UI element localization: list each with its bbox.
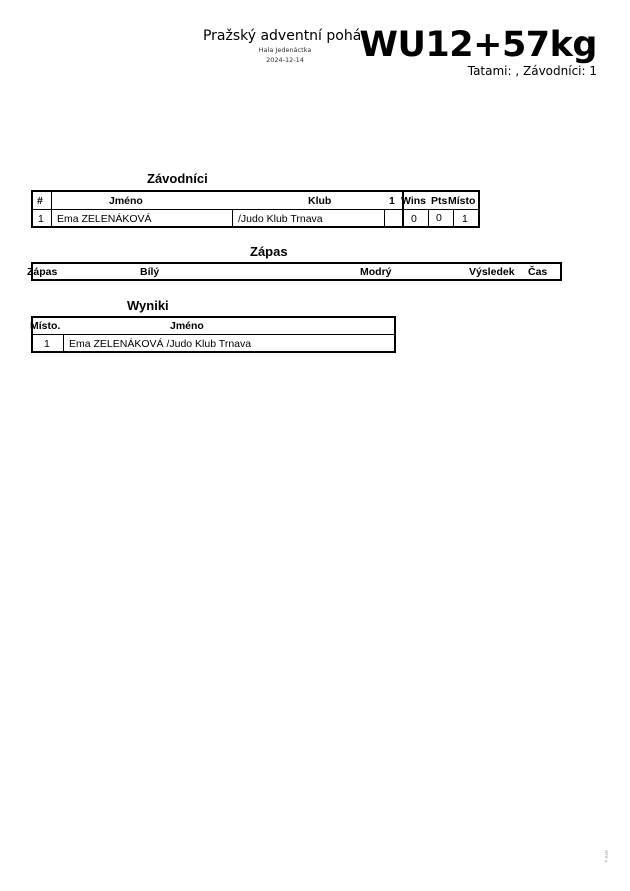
col-pts: Pts bbox=[431, 194, 448, 207]
category-title: WU12+57kg bbox=[359, 25, 597, 65]
col-one: 1 bbox=[389, 194, 395, 207]
col-wins: Wins bbox=[401, 194, 426, 207]
col-place: Místo bbox=[448, 194, 476, 207]
tournament-title: Pražský adventní pohár bbox=[202, 28, 368, 44]
col-white: Bílý bbox=[140, 265, 160, 278]
date-label: 2024-12-14 bbox=[266, 56, 304, 64]
col-match: Zápas bbox=[27, 265, 58, 278]
row-wins: 0 bbox=[411, 213, 417, 225]
table-row bbox=[33, 210, 478, 228]
col-club: Klub bbox=[308, 194, 332, 207]
competitors-heading: Závodníci bbox=[147, 171, 208, 186]
competitors-header-row bbox=[33, 192, 478, 209]
row-place: 1 bbox=[462, 213, 468, 225]
matches-heading: Zápas bbox=[250, 244, 288, 259]
col-num: # bbox=[37, 194, 43, 207]
col-blue: Modrý bbox=[360, 265, 392, 278]
table-row bbox=[33, 335, 394, 353]
col-result: Výsledek bbox=[469, 265, 515, 278]
col-name: Jméno bbox=[109, 194, 143, 207]
row-name: Ema ZELENÁKOVÁ bbox=[57, 213, 152, 225]
results-heading: Wyniki bbox=[127, 298, 169, 313]
col-time: Čas bbox=[528, 265, 548, 278]
result-name: Ema ZELENÁKOVÁ /Judo Klub Trnava bbox=[69, 338, 252, 350]
side-note: © Judo bbox=[604, 850, 609, 863]
venue-label: Hala Jedenáctka bbox=[258, 46, 312, 54]
row-pts: 0 bbox=[436, 211, 442, 224]
tatami-info: Tatami: , Závodníci: 1 bbox=[467, 64, 597, 78]
competitors-table bbox=[31, 190, 480, 228]
col-result-place: Místo. bbox=[30, 320, 61, 332]
results-header-row bbox=[30, 318, 394, 334]
col-result-name: Jméno bbox=[170, 320, 204, 332]
results-table bbox=[31, 316, 396, 353]
matches-header-row bbox=[27, 264, 560, 279]
result-place: 1 bbox=[44, 338, 50, 350]
matches-table bbox=[27, 262, 562, 281]
row-club: /Judo Klub Trnava bbox=[238, 213, 323, 225]
row-num: 1 bbox=[38, 213, 44, 225]
